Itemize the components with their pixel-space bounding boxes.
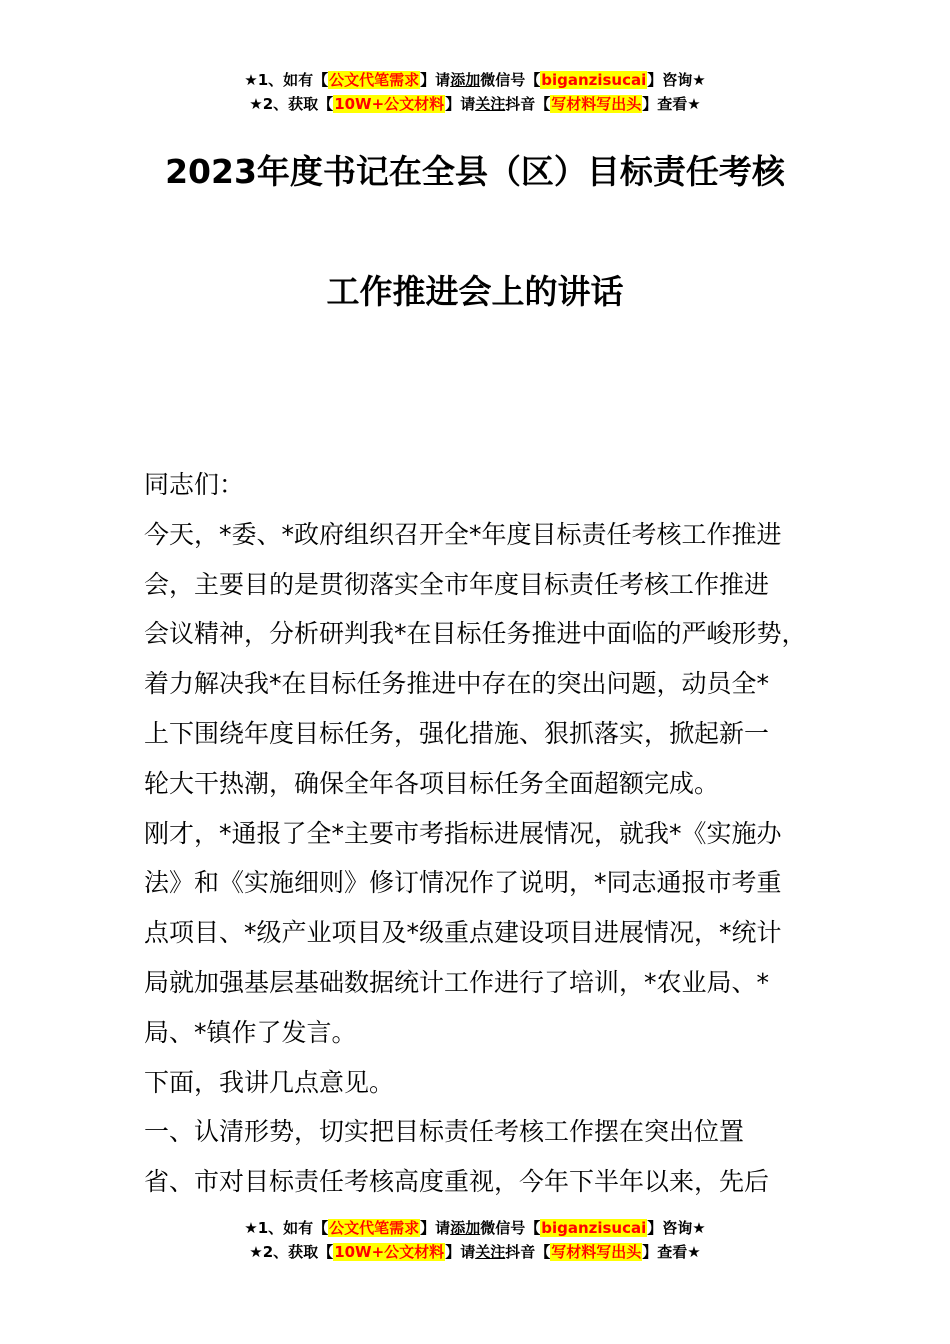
section-heading: 一、认清形势，切实把目标责任考核工作摆在突出位置 (144, 1117, 745, 1147)
promo-text: 】查看★ (642, 95, 701, 113)
promo-text: ★2、获取【 (249, 1243, 334, 1261)
promo-line-1 (0, 68, 950, 92)
promo-line-2 (0, 1240, 950, 1264)
promo-text: ★1、如有【 (244, 71, 329, 89)
promo-text: 】咨询★ (647, 1219, 706, 1237)
promo-banner-bottom (0, 1216, 950, 1264)
promo-underlined-text: 关注 (475, 1243, 506, 1261)
promo-highlight: 公文代笔需求 (329, 71, 420, 89)
promo-text: 微信号【 (480, 1219, 541, 1237)
document-title-line-2: 工作推进会上的讲话 (326, 272, 624, 311)
promo-underlined-text: 添加 (450, 71, 481, 89)
promo-line-1 (0, 1216, 950, 1240)
promo-highlight: 写材料写出头 (551, 95, 642, 113)
promo-highlight: 10W+公文材料 (334, 95, 445, 113)
promo-underlined-text: 添加 (450, 1219, 481, 1237)
promo-highlight: biganzisucai (541, 1219, 647, 1237)
promo-banner-top (0, 68, 950, 116)
promo-text: 抖音【 (505, 1243, 551, 1261)
promo-line-2 (0, 92, 950, 116)
promo-highlight: biganzisucai (541, 71, 647, 89)
promo-underlined-text: 关注 (475, 95, 506, 113)
paragraph: 今天，*委、*政府组织召开全*年度目标责任考核工作推进 会，主要目的是贯彻落实全市年度目标责任考核工作推进 会议精神，分析研判我*在目标任务推进中面临的严峻形势， 着力解决我*在目标任务推进中存在的突出问题，动员全* 上下围绕年度目标任务，强化措施、狠抓落实，掀起新一 轮大干热潮，确保全年各项目标任务全面超额完成。 (144, 519, 807, 798)
promo-text: 抖音【 (505, 95, 551, 113)
promo-text: ★2、获取【 (249, 95, 334, 113)
paragraph: 下面，我讲几点意见。 (144, 1067, 395, 1097)
speech-body (144, 460, 824, 1207)
document-title-line-1: 2023年度书记在全县（区）目标责任考核 (165, 152, 785, 191)
promo-text: 】请 (420, 71, 451, 89)
promo-text: 】咨询★ (647, 71, 706, 89)
salutation: 同志们： (144, 470, 245, 499)
promo-text: 】请 (445, 1243, 476, 1261)
promo-text: 】请 (420, 1219, 451, 1237)
promo-highlight: 10W+公文材料 (334, 1243, 445, 1261)
promo-highlight: 写材料写出头 (551, 1243, 642, 1261)
paragraph: 刚才，*通报了全*主要市考指标进展情况，就我*《实施办 法》和《实施细则》修订情况作了说明，*同志通报市考重 点项目、*级产业项目及*级重点建设项目进展情况，*统计 局就加强基层基础数据统计工作进行了培训，*农业局、* 局、*镇作了发言。 (144, 818, 782, 1047)
promo-highlight: 公文代笔需求 (329, 1219, 420, 1237)
promo-text: 微信号【 (480, 71, 541, 89)
promo-text: 】请 (445, 95, 476, 113)
promo-text: 】查看★ (642, 1243, 701, 1261)
promo-text: ★1、如有【 (244, 1219, 329, 1237)
paragraph: 省、市对目标责任考核高度重视，今年下半年以来，先后 (144, 1167, 770, 1197)
